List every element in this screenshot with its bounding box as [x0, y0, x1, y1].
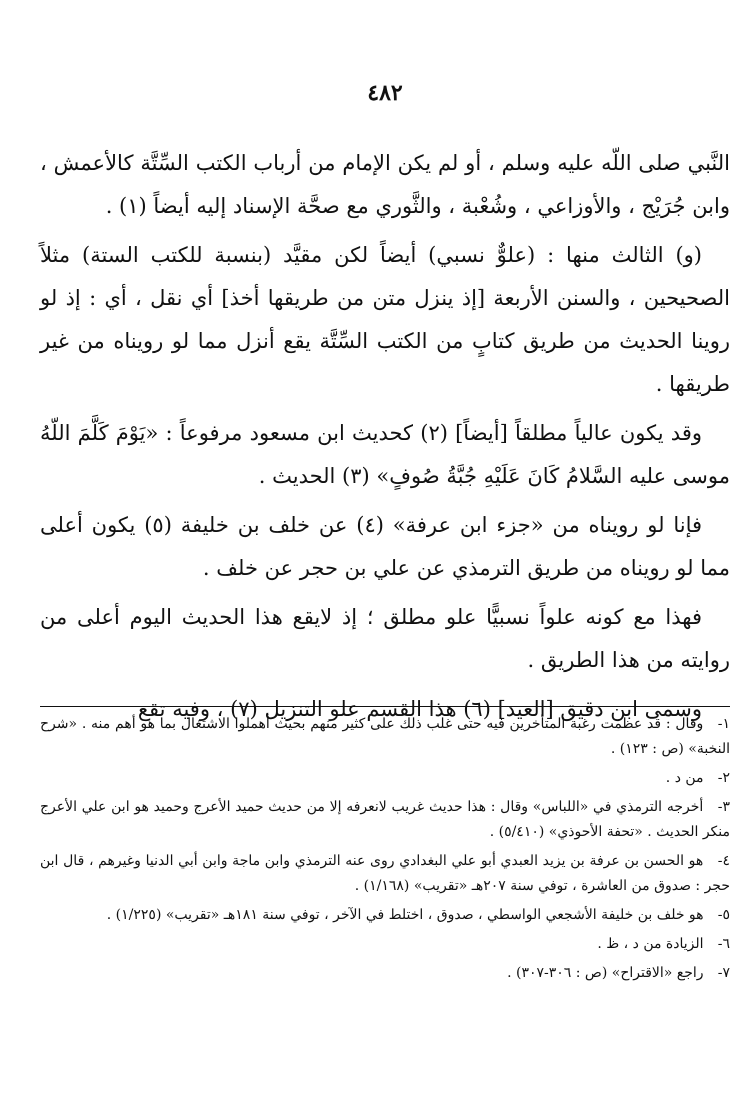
footnote-number: ٣- — [717, 799, 730, 815]
footnote-text: هو خلف بن خليفة الأشجعي الواسطي ، صدوق ، اختلط في الآخر ، توفي سنة ١٨١هـ «تقريب» (١/٢٢٥) . — [106, 907, 704, 923]
footnote-6 — [40, 932, 730, 957]
footnote-number: ٧- — [717, 965, 730, 981]
book-page — [40, 0, 730, 1107]
footnote-3 — [40, 795, 730, 845]
footnote-4 — [40, 849, 730, 899]
footnote-text: وقال : قد عظمت رغبة المتأخرين فيه حتى غلب ذلك على كثير منهم بحيث أهملوا الاشتغال بما هو أهم منه . «شرح النخبة» (ص : ١٢٣) . — [40, 716, 730, 757]
page-number: ٤٨٢ — [367, 80, 403, 106]
footnote-text: راجع «الاقتراح» (ص : ٣٠٦-٣٠٧) . — [507, 965, 704, 981]
paragraph-1: النَّبي صلى اللّه عليه وسلم ، أو لم يكن الإمام من أرباب الكتب السِّتَّة كالأعمش ، وابن جُرَيْج ، والأوزاعي ، وشُعْبة ، والثَّوري مع صحَّة الإسناد إليه أيضاً (١) . — [40, 151, 730, 218]
paragraph-2: (و) الثالث منها : (علوٌّ نسبي) أيضاً لكن مقيَّد (بنسبة للكتب الستة) مثلاً الصحيحين ، والسنن الأربعة [إذ ينزل متن من طريقها أخذ] أي نقل ، أي : إذ لو روينا الحديث من طريق كتابٍ من الكتب السِّتَّة يقع أنزل مما لو رويناه من غير طريقها . — [40, 243, 730, 396]
footnote-number: ٢- — [717, 770, 730, 786]
paragraph-6: وسمى ابن دقيق [العيد] (٦) هذا القسم علو التنزيل (٧) ، وفيه تقع — [137, 697, 702, 721]
paragraph-4: فإنا لو رويناه من «جزء ابن عرفة» (٤) عن خلف بن خليفة (٥) يكون أعلى مما لو رويناه من طريق الترمذي عن علي بن حجر عن خلف . — [40, 513, 730, 580]
paragraph-3: وقد يكون عالياً مطلقاً [أيضاً] (٢) كحديث ابن مسعود مرفوعاً : «يَوْمَ كَلَّمَ اللّهُ موسى عليه السَّلامُ كَانَ عَلَيْهِ جُبَّةُ صُوفٍ» (٣) الحديث . — [40, 421, 730, 488]
footnote-5 — [40, 903, 730, 928]
footnote-text: من د . — [665, 770, 704, 786]
footnote-number: ١- — [717, 716, 730, 732]
footnote-7 — [40, 961, 730, 986]
main-text — [40, 142, 730, 737]
footnote-2 — [40, 766, 730, 791]
footnote-1 — [40, 712, 730, 762]
footnote-divider — [40, 706, 730, 707]
footnotes — [40, 712, 730, 990]
footnote-text: هو الحسن بن عرفة بن يزيد العبدي أبو علي البغدادي روى عنه الترمذي وابن ماجة وابن أبي الدنيا وغيرهم ، قال ابن حجر : صدوق من العاشرة ، توفي سنة ٢٠٧هـ «تقريب» (١/١٦٨) . — [40, 853, 730, 894]
paragraph-5: فهذا مع كونه علواً نسبيًّا علو مطلق ؛ إذ لايقع هذا الحديث اليوم أعلى من روايته من هذا الطريق . — [40, 605, 730, 672]
footnote-number: ٤- — [717, 853, 730, 869]
footnote-number: ٦- — [717, 936, 730, 952]
footnote-number: ٥- — [717, 907, 730, 923]
footnote-text: أخرجه الترمذي في «اللباس» وقال : هذا حديث غريب لانعرفه إلا من حديث حميد الأعرج وحميد هو ابن علي الأعرج منكر الحديث . «تحفة الأحوذي» (٥/٤١٠) . — [40, 799, 730, 840]
footnote-text: الزيادة من د ، ظ . — [597, 936, 704, 952]
